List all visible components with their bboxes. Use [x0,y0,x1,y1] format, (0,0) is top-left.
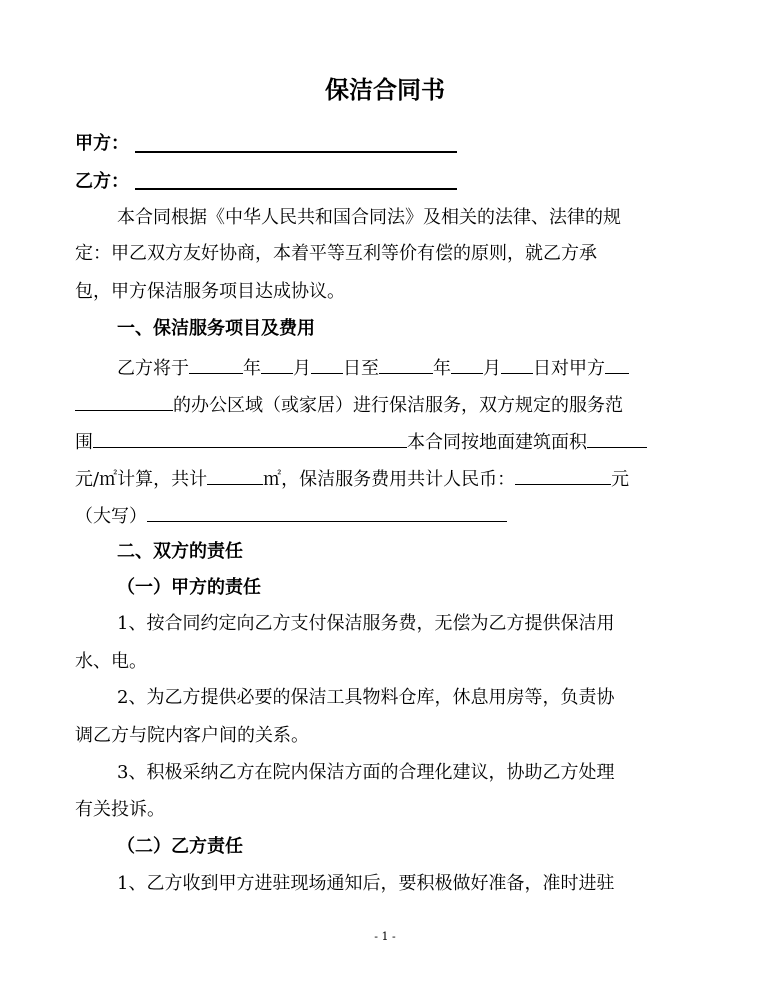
text-segment: 年 [433,358,451,379]
day-blank [501,355,533,374]
text-segment: 日对甲方 [533,358,605,379]
year-blank [379,355,433,374]
party-a-duties-heading: （一）甲方的责任 [117,577,261,598]
party-a-blank [605,355,629,374]
amount-words-blank [147,503,507,522]
intro-line-1: 本合同根据《中华人民共和国合同法》及相关的法律、法律的规 [117,207,621,228]
duty-a3-line-2: 有关投诉。 [75,799,165,820]
duty-a2-line-2: 调乙方与院内客户间的关系。 [75,725,309,746]
service-period-line [117,355,629,380]
amount-blank [515,466,611,485]
party-b-duties-heading: （二）乙方责任 [117,836,243,857]
text-segment: 月 [483,358,501,379]
month-blank [261,355,293,374]
text-segment: 年 [243,358,261,379]
location-blank [75,392,173,411]
document-title: 保洁合同书 [325,76,445,104]
unit-price-blank [587,429,647,448]
text-segment: 元/㎡计算，共计 [75,469,208,490]
party-b-label: 乙方： [75,171,129,192]
duty-a1-line-1: 1、按合同约定向乙方支付保洁服务费，无偿为乙方提供保洁用 [117,613,615,634]
text-segment: 月 [293,358,311,379]
month-blank [451,355,483,374]
service-scope-line [75,429,647,454]
section-1-heading: 一、保洁服务项目及费用 [117,318,315,339]
section-2-heading: 二、双方的责任 [117,541,243,562]
duty-a1-line-2: 水、电。 [75,651,147,672]
party-a-blank [135,131,457,153]
area-blank [207,466,263,485]
duty-a3-line-1: 3、积极采纳乙方在院内保洁方面的合理化建议，协助乙方处理 [117,762,615,783]
duty-b1-line-1: 1、乙方收到甲方进驻现场通知后，要积极做好准备，准时进驻 [117,873,615,894]
text-segment: 元 [611,469,630,490]
page-number: - 1 - [374,930,396,943]
text-segment: （大写） [75,506,147,527]
text-segment: 日至 [343,358,379,379]
duty-a2-line-1: 2、为乙方提供必要的保洁工具物料仓库，休息用房等，负责协 [117,687,615,708]
scope-blank [93,429,407,448]
fee-line [75,466,629,491]
text-segment: 乙方将于 [117,358,189,379]
intro-line-2: 定：甲乙双方友好协商，本着平等互利等价有偿的原则，就乙方承 [75,243,597,264]
party-a-label: 甲方： [75,133,129,154]
day-blank [311,355,343,374]
text-segment: 围 [75,432,93,453]
service-area-line [75,392,623,417]
text-segment: 本合同按地面建筑面积 [407,432,587,453]
amount-words-line [75,503,507,528]
party-b-blank [135,168,457,190]
year-blank [189,355,243,374]
text-segment: ㎡，保洁服务费用共计人民币： [263,469,516,490]
text-segment: 的办公区域（或家居）进行保洁服务，双方规定的服务范 [173,395,623,416]
intro-line-3: 包，甲方保洁服务项目达成协议。 [75,281,345,302]
